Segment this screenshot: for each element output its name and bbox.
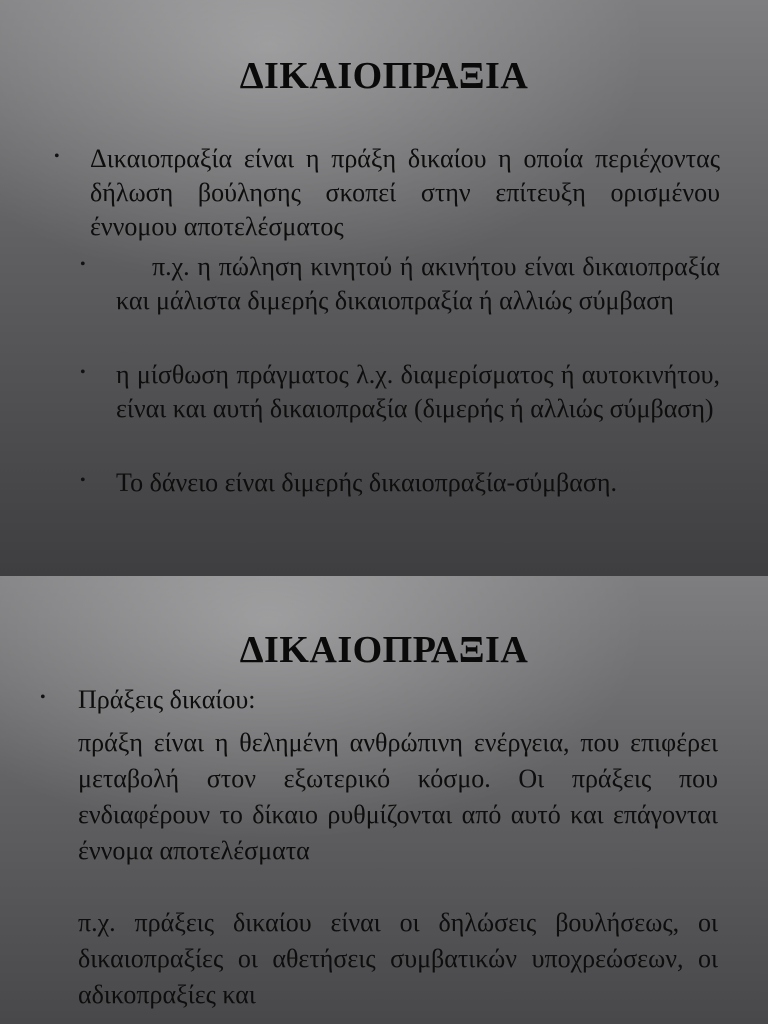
slide-2-title: ΔΙΚΑΙΟΠΡΑΞΙΑ — [239, 629, 529, 671]
slide-1-item-1: Δικαιοπραξία είναι η πράξη δικαίου η οποία περιέχοντας δήλωση βούλησης σκοπεί στην επίτευξη ορισμένου έννομου αποτελέσματος — [90, 144, 720, 241]
slide-2-item-2: πράξη είναι η θελημένη ανθρώπινη ενέργεια, που επιφέρει μεταβολή στον εξωτερικό κόσμο. Οι πράξεις που ενδιαφέρουν το δίκαιο ρυθμίζονται από αυτό και επάγονται έννομα αποτελέσματα — [78, 728, 718, 865]
slide-2-item-1: Πράξεις δικαίου: — [78, 685, 256, 714]
slide-2 — [0, 576, 768, 1024]
bullet-icon: • — [80, 472, 86, 489]
slide-1-item-3: η μίσθωση πράγματος λ.χ. διαμερίσματος ή αυτοκινήτου, είναι και αυτή δικαιοπραξία (διμερής ή αλλιώς σύμβαση) — [116, 360, 720, 423]
slide-2-item-3: π.χ. πράξεις δικαίου είναι οι δηλώσεις βουλήσεως, οι δικαιοπραξίες οι αθετήσεις συμβατικών υποχρεώσεων, οι αδικοπραξίες και — [78, 908, 718, 1009]
slide-1-item-2: π.χ. η πώληση κινητού ή ακινήτου είναι δικαιοπραξία και μάλιστα διμερής δικαιοπραξία ή αλλιώς σύμβαση — [116, 252, 720, 315]
bullet-icon: • — [80, 256, 86, 273]
slide-1-item-4: Το δάνειο είναι διμερής δικαιοπραξία-σύμβαση. — [116, 468, 618, 497]
bullet-icon: • — [54, 148, 60, 165]
slide-1-title: ΔΙΚΑΙΟΠΡΑΞΙΑ — [239, 55, 529, 97]
bullet-icon: • — [80, 364, 86, 381]
bullet-icon: • — [40, 689, 46, 706]
